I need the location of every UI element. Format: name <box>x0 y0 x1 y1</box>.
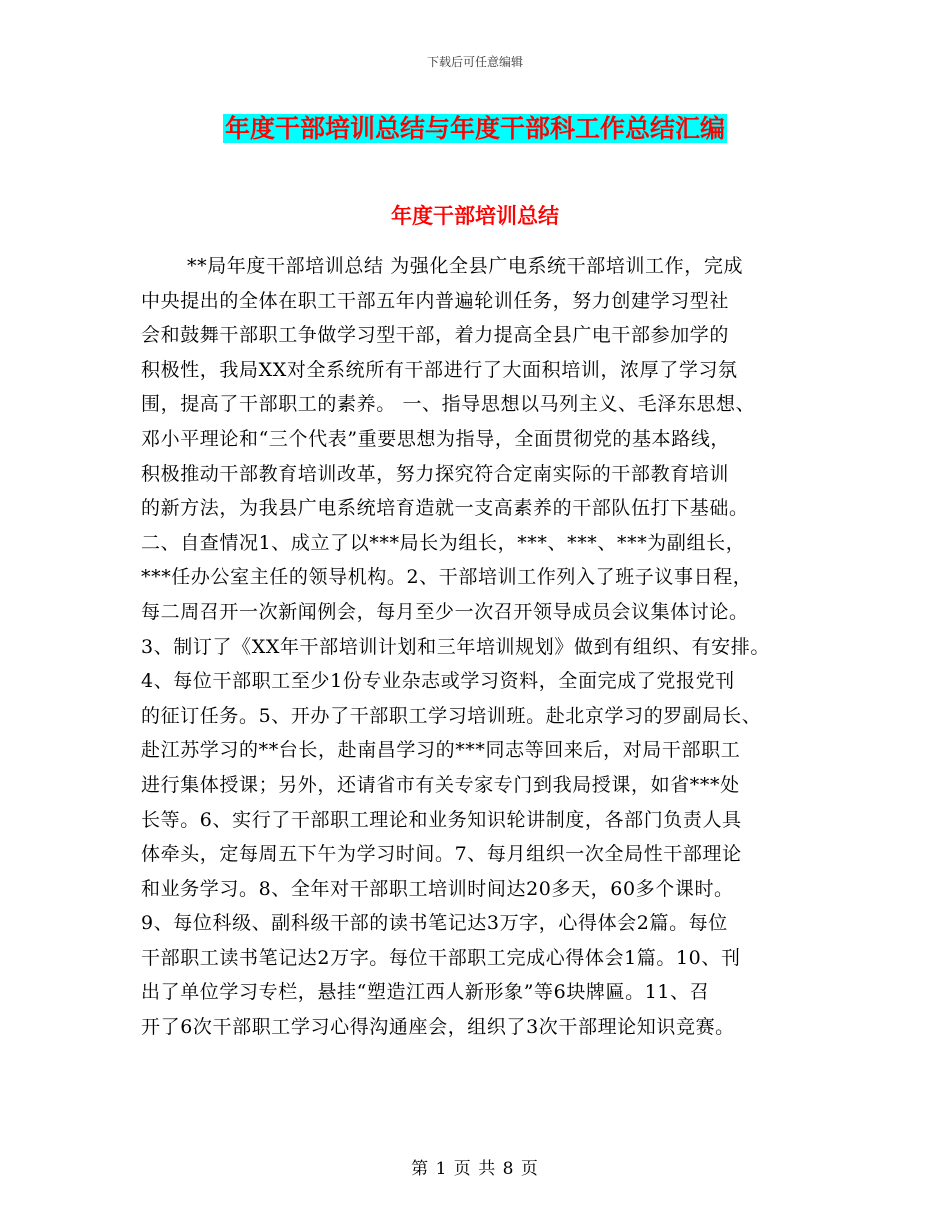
text-line: 二、自查情况1、成立了以***局长为组长，***、***、***为副组长， <box>141 531 746 554</box>
text-line: 体牵头，定每周五下午为学习时间。7、每月组织一次全局性干部理论 <box>141 843 742 866</box>
text-line: **局年度干部培训总结 为强化全县广电系统干部培训工作，完成 <box>187 255 744 277</box>
body-paragraph <box>141 249 831 1045</box>
text-line: 积极性，我局XX对全系统所有干部进行了大面积培训，浓厚了学习氛 <box>141 358 738 381</box>
text-line: ***任办公室主任的领导机构。2、干部培训工作列入了班子议事日程， <box>141 566 753 589</box>
text-line: 会和鼓舞干部职工争做学习型干部，着力提高全县广电干部参加学的 <box>141 324 730 347</box>
text-line: 中央提出的全体在职工干部五年内普遍轮训任务，努力创建学习型社 <box>141 289 730 312</box>
text-line: 每二周召开一次新闻例会，每月至少一次召开领导成员会议集体讨论。 <box>141 600 749 623</box>
text-line: 9、每位科级、副科级干部的读书笔记达3万字，心得体会2篇。每位 <box>141 912 728 935</box>
text-line: 进行集体授课；另外，还请省市有关专家专门到我局授课，如省***处 <box>141 773 740 796</box>
text-line: 的征订任务。5、开办了干部职工学习培训班。赴北京学习的罗副局长、 <box>141 704 762 727</box>
text-line: 和业务学习。8、全年对干部职工培训时间达20多天，60多个课时。 <box>141 877 734 900</box>
text-line: 围，提高了干部职工的素养。 一、指导思想以马列主义、毛泽东思想、 <box>141 393 756 416</box>
document-title <box>0 112 950 146</box>
page-number-footer: 第 1 页 共 8 页 <box>411 1159 539 1179</box>
text-line: 干部职工读书笔记达2万字。每位干部职工完成心得体会1篇。10、刊 <box>141 946 741 969</box>
text-line: 开了6次干部职工学习心得沟通座会，组织了3次干部理论知识竞赛。 <box>141 1016 735 1039</box>
document-title-text: 年度干部培训总结与年度干部科工作总结汇编 <box>224 114 725 143</box>
text-line: 邓小平理论和“三个代表”重要思想为指导，全面贯彻党的基本路线， <box>141 427 731 450</box>
text-line: 出了单位学习专栏，悬挂“塑造江西人新形象”等6块牌匾。11、召 <box>141 981 710 1004</box>
page-header-note: 下载后可任意编辑 <box>426 55 523 69</box>
section-title: 年度干部培训总结 <box>391 204 559 228</box>
text-line: 的新方法，为我县广电系统培育造就一支高素养的干部队伍打下基础。 <box>141 497 749 520</box>
text-line: 3、制订了《XX年干部培训计划和三年培训规划》做到有组织、有安排。 <box>141 635 770 658</box>
text-line: 积极推动干部教育培训改革，努力探究符合定南实际的干部教育培训 <box>141 462 730 485</box>
text-line: 4、每位干部职工至少1份专业杂志或学习资料，全面完成了党报党刊 <box>141 670 735 693</box>
text-line: 长等。6、实行了干部职工理论和业务知识轮讲制度，各部门负责人具 <box>141 808 742 831</box>
text-line: 赴江苏学习的**台长，赴南昌学习的***同志等回来后，对局干部职工 <box>141 739 741 762</box>
